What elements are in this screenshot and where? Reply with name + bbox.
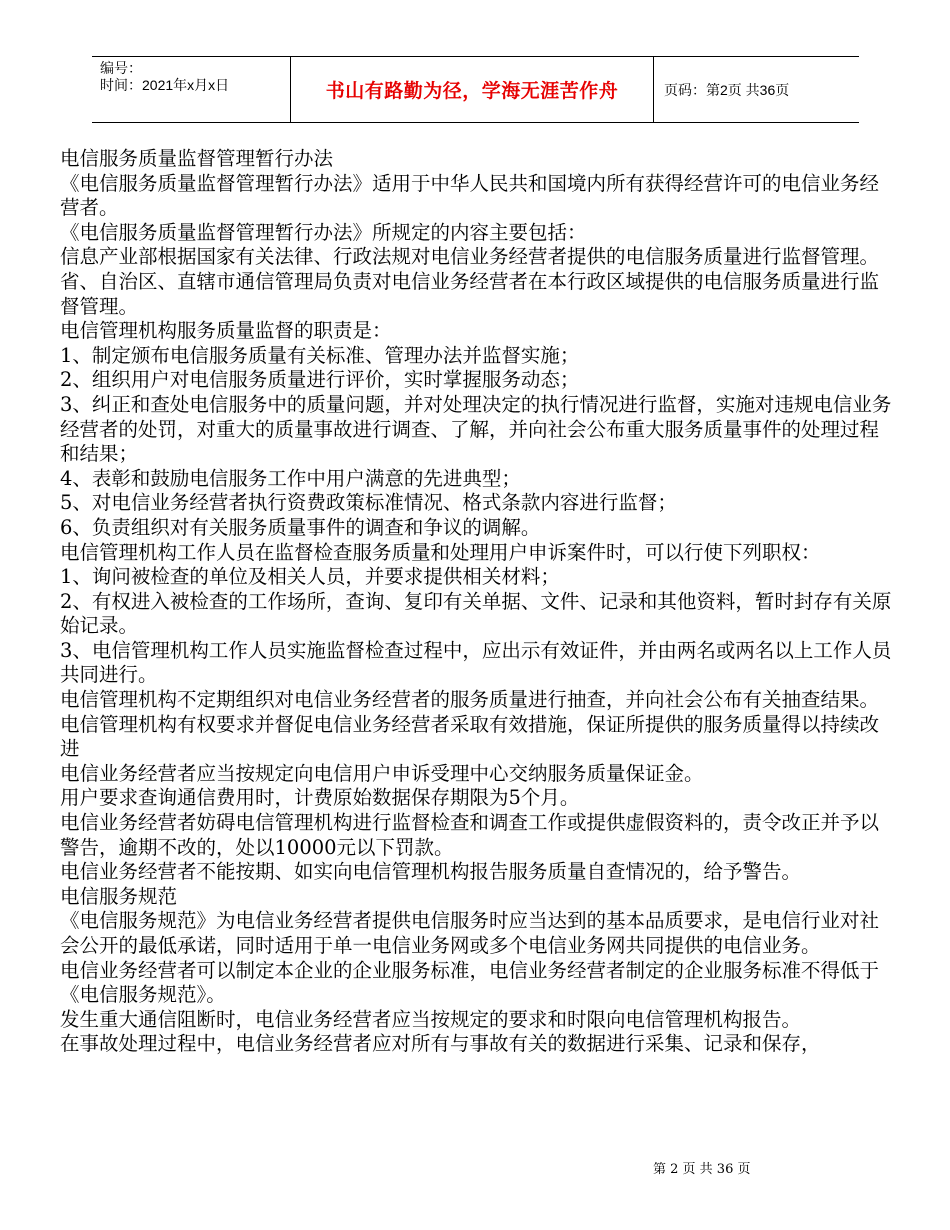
paragraph: 电信业务经营者妨碍电信管理机构进行监督检查和调查工作或提供虚假资料的，责令改正并予以警告，逾期不改的，处以10000元以下罚款。 bbox=[60, 811, 880, 859]
paragraph: 电信业务经营者不能按期、如实向电信管理机构报告服务质量自查情况的，给予警告。 bbox=[60, 860, 802, 884]
header-meta bbox=[92, 57, 291, 123]
list-item: 2、组织用户对电信服务质量进行评价，实时掌握服务动态； bbox=[60, 368, 580, 392]
paragraph: 用户要求查询通信费用时，计费原始数据保存期限为5个月。 bbox=[60, 786, 580, 810]
list-item: 1、询问被检查的单位及相关人员，并要求提供相关材料； bbox=[60, 565, 560, 589]
section-title: 电信服务质量监督管理暂行办法 bbox=[60, 147, 334, 170]
paragraph: 在事故处理过程中，电信业务经营者应对所有与事故有关的数据进行采集、记录和保存， bbox=[60, 1032, 821, 1056]
paragraph: 电信业务经营者应当按规定向电信用户申诉受理中心交纳服务质量保证金。 bbox=[60, 761, 704, 785]
document-header bbox=[92, 56, 859, 123]
paragraph: 电信管理机构不定期组织对电信业务经营者的服务质量进行抽查，并向社会公布有关抽查结果。 bbox=[60, 688, 880, 712]
header-page-info: 页码：第2页 共36页 bbox=[654, 57, 860, 123]
list-item: 2、有权进入被检查的工作场所，查询、复印有关单据、文件、记录和其他资料，暂时封存有关原始记录。 bbox=[60, 589, 892, 638]
paragraph: 电信业务经营者可以制定本企业的企业服务标准，电信业务经营者制定的企业服务标准不得低于《电信服务规范》。 bbox=[60, 958, 880, 1007]
paragraph: 《电信服务质量监督管理暂行办法》适用于中华人民共和国境内所有获得经营许可的电信业务经营者。 bbox=[60, 171, 880, 220]
paragraph: 发生重大通信阻断时，电信业务经营者应当按规定的要求和时限向电信管理机构报告。 bbox=[60, 1007, 802, 1031]
paragraph: 省、自治区、直辖市通信管理局负责对电信业务经营者在本行政区域提供的电信服务质量进行监督管理。 bbox=[60, 269, 880, 318]
document-date: 时间：2021年x月x日 bbox=[100, 77, 230, 93]
list-item: 4、表彰和鼓励电信服务工作中用户满意的先进典型； bbox=[60, 466, 521, 490]
paragraph: 《电信服务质量监督管理暂行办法》所规定的内容主要包括： bbox=[60, 220, 587, 244]
list-item: 3、纠正和查处电信服务中的质量问题，并对处理决定的执行情况进行监督，实施对违规电信业务经营者的处罚，对重大的质量事故进行调查、了解，并向社会公布重大服务质量事件的处理过程和结果； bbox=[60, 392, 892, 466]
document-body bbox=[60, 147, 898, 1057]
list-item: 5、对电信业务经营者执行资费政策标准情况、格式条款内容进行监督； bbox=[60, 491, 677, 515]
document-number-label: 编号： bbox=[100, 60, 142, 76]
list-item: 6、负责组织对有关服务质量事件的调查和争议的调解。 bbox=[60, 515, 541, 539]
header-motto: 书山有路勤为径，学海无涯苦作舟 bbox=[291, 57, 654, 123]
list-item: 1、制定颁布电信服务质量有关标准、管理办法并监督实施； bbox=[60, 343, 580, 367]
list-item: 3、电信管理机构工作人员实施监督检查过程中，应出示有效证件，并由两名或两名以上工作人员共同进行。 bbox=[60, 638, 892, 687]
paragraph: 电信管理机构服务质量监督的职责是： bbox=[60, 319, 392, 343]
page-footer: 第 2 页 共 36 页 bbox=[653, 1162, 751, 1177]
paragraph: 电信管理机构有权要求并督促电信业务经营者采取有效措施，保证所提供的服务质量得以持续改进 bbox=[60, 712, 880, 761]
section-title: 电信服务规范 bbox=[60, 884, 178, 908]
paragraph: 《电信服务规范》为电信业务经营者提供电信服务时应当达到的基本品质要求，是电信行业对社会公开的最低承诺，同时适用于单一电信业务网或多个电信业务网共同提供的电信业务。 bbox=[60, 909, 880, 957]
paragraph: 信息产业部根据国家有关法律、行政法规对电信业务经营者提供的电信服务质量进行监督管理。 bbox=[60, 245, 880, 269]
paragraph: 电信管理机构工作人员在监督检查服务质量和处理用户申诉案件时，可以行使下列职权： bbox=[60, 540, 821, 564]
